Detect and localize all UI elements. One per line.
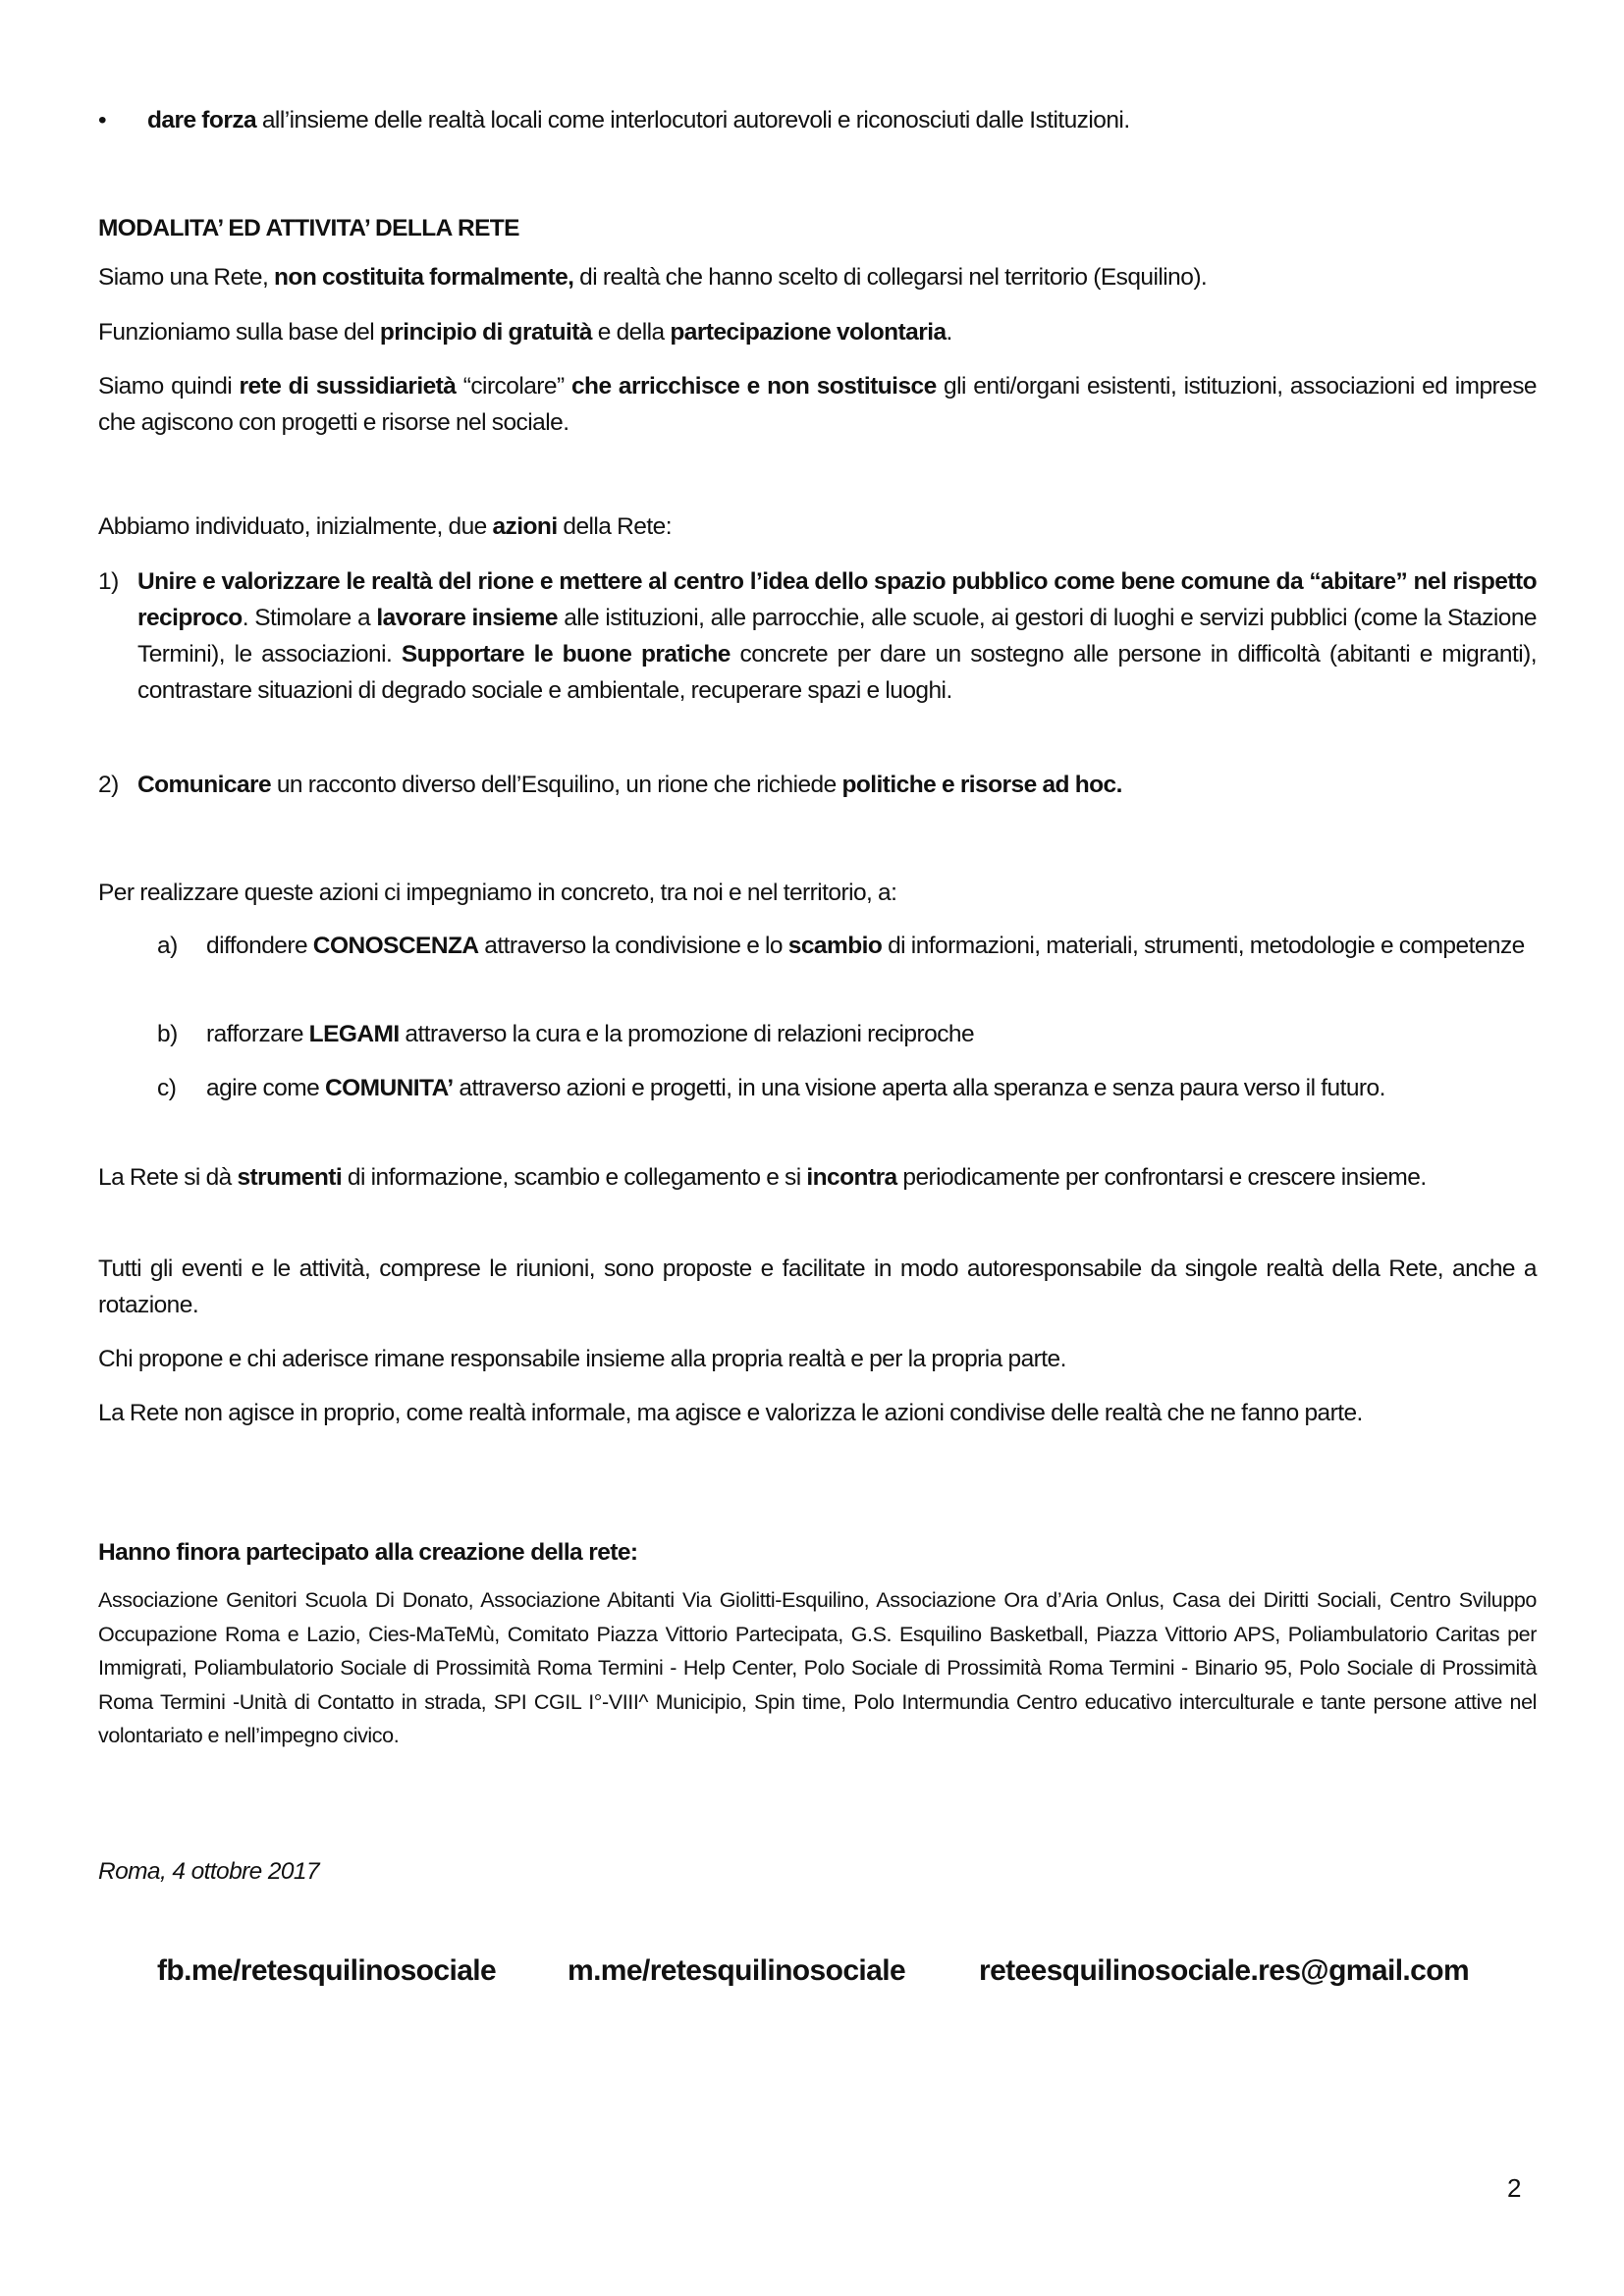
- participants-heading: Hanno finora partecipato alla creazione della rete:: [98, 1539, 638, 1566]
- section-heading: MODALITA’ ED ATTIVITA’ DELLA RETE: [98, 215, 519, 241]
- email-link[interactable]: reteesquilinosociale.res@gmail.com: [979, 1954, 1470, 1987]
- list-marker: a): [157, 933, 178, 959]
- action-item-text: Comunicare un racconto diverso dell’Esquilino, un rione che richiede politiche e risorse ad hoc.: [137, 772, 1122, 798]
- intro-paragraph-1: Siamo una Rete, non costituita formalmente, di realtà che hanno scelto di collegarsi nel territorio (Esquilino).: [98, 264, 1208, 291]
- commitment-item-a: [157, 928, 1537, 964]
- paragraph-rete-informale: La Rete non agisce in proprio, come realtà informale, ma agisce e valorizza le azioni condivise delle realtà che ne fanno parte.: [98, 1400, 1363, 1426]
- action-item-1: [98, 563, 1537, 709]
- list-marker: 1): [98, 568, 119, 595]
- paragraph-eventi: Tutti gli eventi e le attività, comprese le riunioni, sono proposte e facilitate in modo autoresponsabile da singole realtà della Rete, anche a rotazione.: [98, 1255, 1537, 1318]
- list-marker: c): [157, 1075, 177, 1101]
- action-item-2: [98, 767, 1537, 803]
- commitment-item-text: diffondere CONOSCENZA attraverso la condivisione e lo scambio di informazioni, materiali, strumenti, metodologie e competenze: [206, 933, 1525, 959]
- commitments-intro: Per realizzare queste azioni ci impegniamo in concreto, tra noi e nel territorio, a:: [98, 880, 897, 906]
- bullet-text: dare forza all’insieme delle realtà locali come interlocutori autorevoli e riconosciuti dalle Istituzioni.: [147, 107, 1130, 133]
- action-item-text: Unire e valorizzare le realtà del rione e mettere al centro l’idea dello spazio pubblico come bene comune da “abitare” nel rispetto reciproco. Stimolare a lavorare insieme alle istituzioni, alle parrocchie, alle scuole, ai gestori di luoghi e servizi pubblici (come la Stazione Termini), le associazioni. Supportare le buone pratiche concrete per dare un sostegno alle persone in difficoltà (abitanti e migranti), contrastare situazioni di degrado sociale e ambientale, recuperare spazi e luoghi.: [137, 568, 1538, 704]
- intro-paragraph-2: Funzioniamo sulla base del principio di gratuità e della partecipazione volontaria.: [98, 319, 952, 346]
- actions-intro: Abbiamo individuato, inizialmente, due azioni della Rete:: [98, 513, 672, 540]
- list-marker: b): [157, 1021, 178, 1047]
- bullet-dot-icon: •: [98, 107, 107, 133]
- list-marker: 2): [98, 772, 119, 798]
- paragraph-strumenti: La Rete si dà strumenti di informazione, scambio e collegamento e si incontra periodicamente per confrontarsi e crescere insieme.: [98, 1164, 1427, 1191]
- page-number: 2: [1507, 2173, 1522, 2203]
- commitment-item-text: agire come COMUNITA’ attraverso azioni e progetti, in una visione aperta alla speranza e senza paura verso il futuro.: [206, 1075, 1385, 1101]
- messenger-link[interactable]: m.me/retesquilinosociale: [568, 1954, 906, 1987]
- document-date: Roma, 4 ottobre 2017: [98, 1858, 319, 1885]
- facebook-link[interactable]: fb.me/retesquilinosociale: [157, 1954, 497, 1987]
- participants-list: Associazione Genitori Scuola Di Donato, Associazione Abitanti Via Giolitti-Esquilino, Associazione Ora d’Aria Onlus, Casa dei Diritti Sociali, Centro Sviluppo Occupazione Roma e Lazio, Cies-MaTeMù, Comitato Piazza Vittorio Partecipata, G.S. Esquilino Basketball, Piazza Vittorio APS, Poliambulatorio Caritas per Immigrati, Poliambulatorio Sociale di Prossimità Roma Termini - Help Center, Polo Sociale di Prossimità Roma Termini - Binario 95, Polo Sociale di Prossimità Roma Termini -Unità di Contatto in strada, SPI CGIL I°-VIII^ Municipio, Spin time, Polo Intermundia Centro educativo interculturale e tante persone attive nel volontariato e nell’impegno civico.: [98, 1588, 1537, 1747]
- commitment-item-b: [157, 1016, 1537, 1052]
- intro-paragraph-3: Siamo quindi rete di sussidiarietà “circolare” che arricchisce e non sostituisce gli enti/organi esistenti, istituzioni, associazioni ed imprese che agiscono con progetti e risorse nel sociale.: [98, 373, 1537, 436]
- commitment-item-c: [157, 1070, 1537, 1106]
- paragraph-responsabilita: Chi propone e chi aderisce rimane responsabile insieme alla propria realtà e per la propria parte.: [98, 1346, 1066, 1372]
- commitment-item-text: rafforzare LEGAMI attraverso la cura e la promozione di relazioni reciproche: [206, 1021, 975, 1047]
